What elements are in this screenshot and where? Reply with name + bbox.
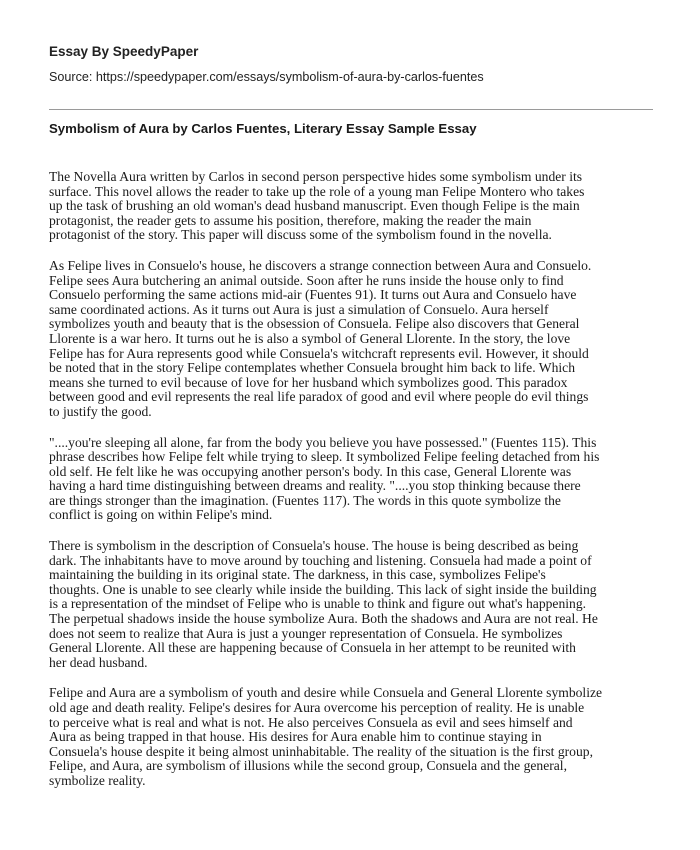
paragraph: As Felipe lives in Consuelo's house, he discovers a strange connection between Aura and Consuelo. Felipe sees Aura butchering an animal outside. Soon after he runs inside the house only to find Consuelo performing the same actions mid-air (Fuentes 91). It turns out Aura and Consuelo have same coordinated actions. As it turns out Aura is just a simulation of Consuelo. Aura herself symbolizes youth and beauty that is the obsession of Consuela. Felipe also discovers that General Llorente is a war hero. It turns out he is also a symbol of General Llorente. In the story, the love Felipe has for Aura represents good while Consuela's witchcraft represents evil. However, it should be noted that in the story Felipe contemplates whether Consuela brought him back to life. Which means she turned to evil because of love for her husband which symbolizes good. This paradox between good and evil represents the real life paradox of good and evil where people do evil things to justify the good. (49, 257, 592, 419)
header-divider (49, 109, 653, 110)
document-title: Symbolism of Aura by Carlos Fuentes, Literary Essay Sample Essay (49, 121, 477, 136)
essay-source-heading: Essay By SpeedyPaper (49, 44, 199, 59)
source-url-line: Source: https://speedypaper.com/essays/symbolism-of-aura-by-carlos-fuentes (49, 70, 484, 84)
essay-body (49, 170, 653, 805)
paragraph: Felipe and Aura are a symbolism of youth and desire while Consuela and General Llorente symbolize old age and death reality. Felipe's desires for Aura overcome his perception of reality. He is unable to perceive what is real and what is not. He also perceives Consuela as evil and sees himself and Aura as being trapped in that house. His desires for Aura enable him to continue staying in Consuela's house despite it being almost uninhabitable. The reality of the situation is the first group, Felipe, and Aura, are symbolism of illusions while the second group, Consuela and the general, symbolize reality. (49, 685, 603, 788)
paragraph: The Novella Aura written by Carlos in second person perspective hides some symbolism under its surface. This novel allows the reader to take up the role of a young man Felipe Montero who takes up the task of brushing an old woman's dead husband manuscript. Even though Felipe is the main protagonist, the reader gets to assume his position, therefore, making the reader the main protagonist of the story. This paper will discuss some of the symbolism found in the novella. (49, 169, 585, 243)
paragraph: There is symbolism in the description of Consuela's house. The house is being described as being dark. The inhabitants have to move around by touching and listening. Consuela had made a point of maintaining the building in its original state. The darkness, in this case, symbolizes Felipe's thoughts. One is unable to see clearly while inside the building. This lack of sight inside the building is a representation of the mindset of Felipe who is unable to think and figure out what's happening. The perpetual shadows inside the house symbolize Aura. Both the shadows and Aura are not real. He does not seem to realize that Aura is just a younger representation of Consuela. He symbolizes General Llorente. All these are happening because of Consuela in her attempt to be reunited with her dead husband. (49, 538, 598, 670)
paragraph: "....you're sleeping all alone, far from the body you believe you have possessed." (Fuentes 115). This phrase describes how Felipe felt while trying to sleep. It symbolized Felipe feeling detached from his old self. He felt like he was occupying another person's body. In this case, General Llorente was having a hard time distinguishing between dreams and reality. "....you stop thinking because there are things stronger than the imagination. (Fuentes 117). The words in this quote symbolize the conflict is going on within Felipe's mind. (49, 434, 600, 523)
